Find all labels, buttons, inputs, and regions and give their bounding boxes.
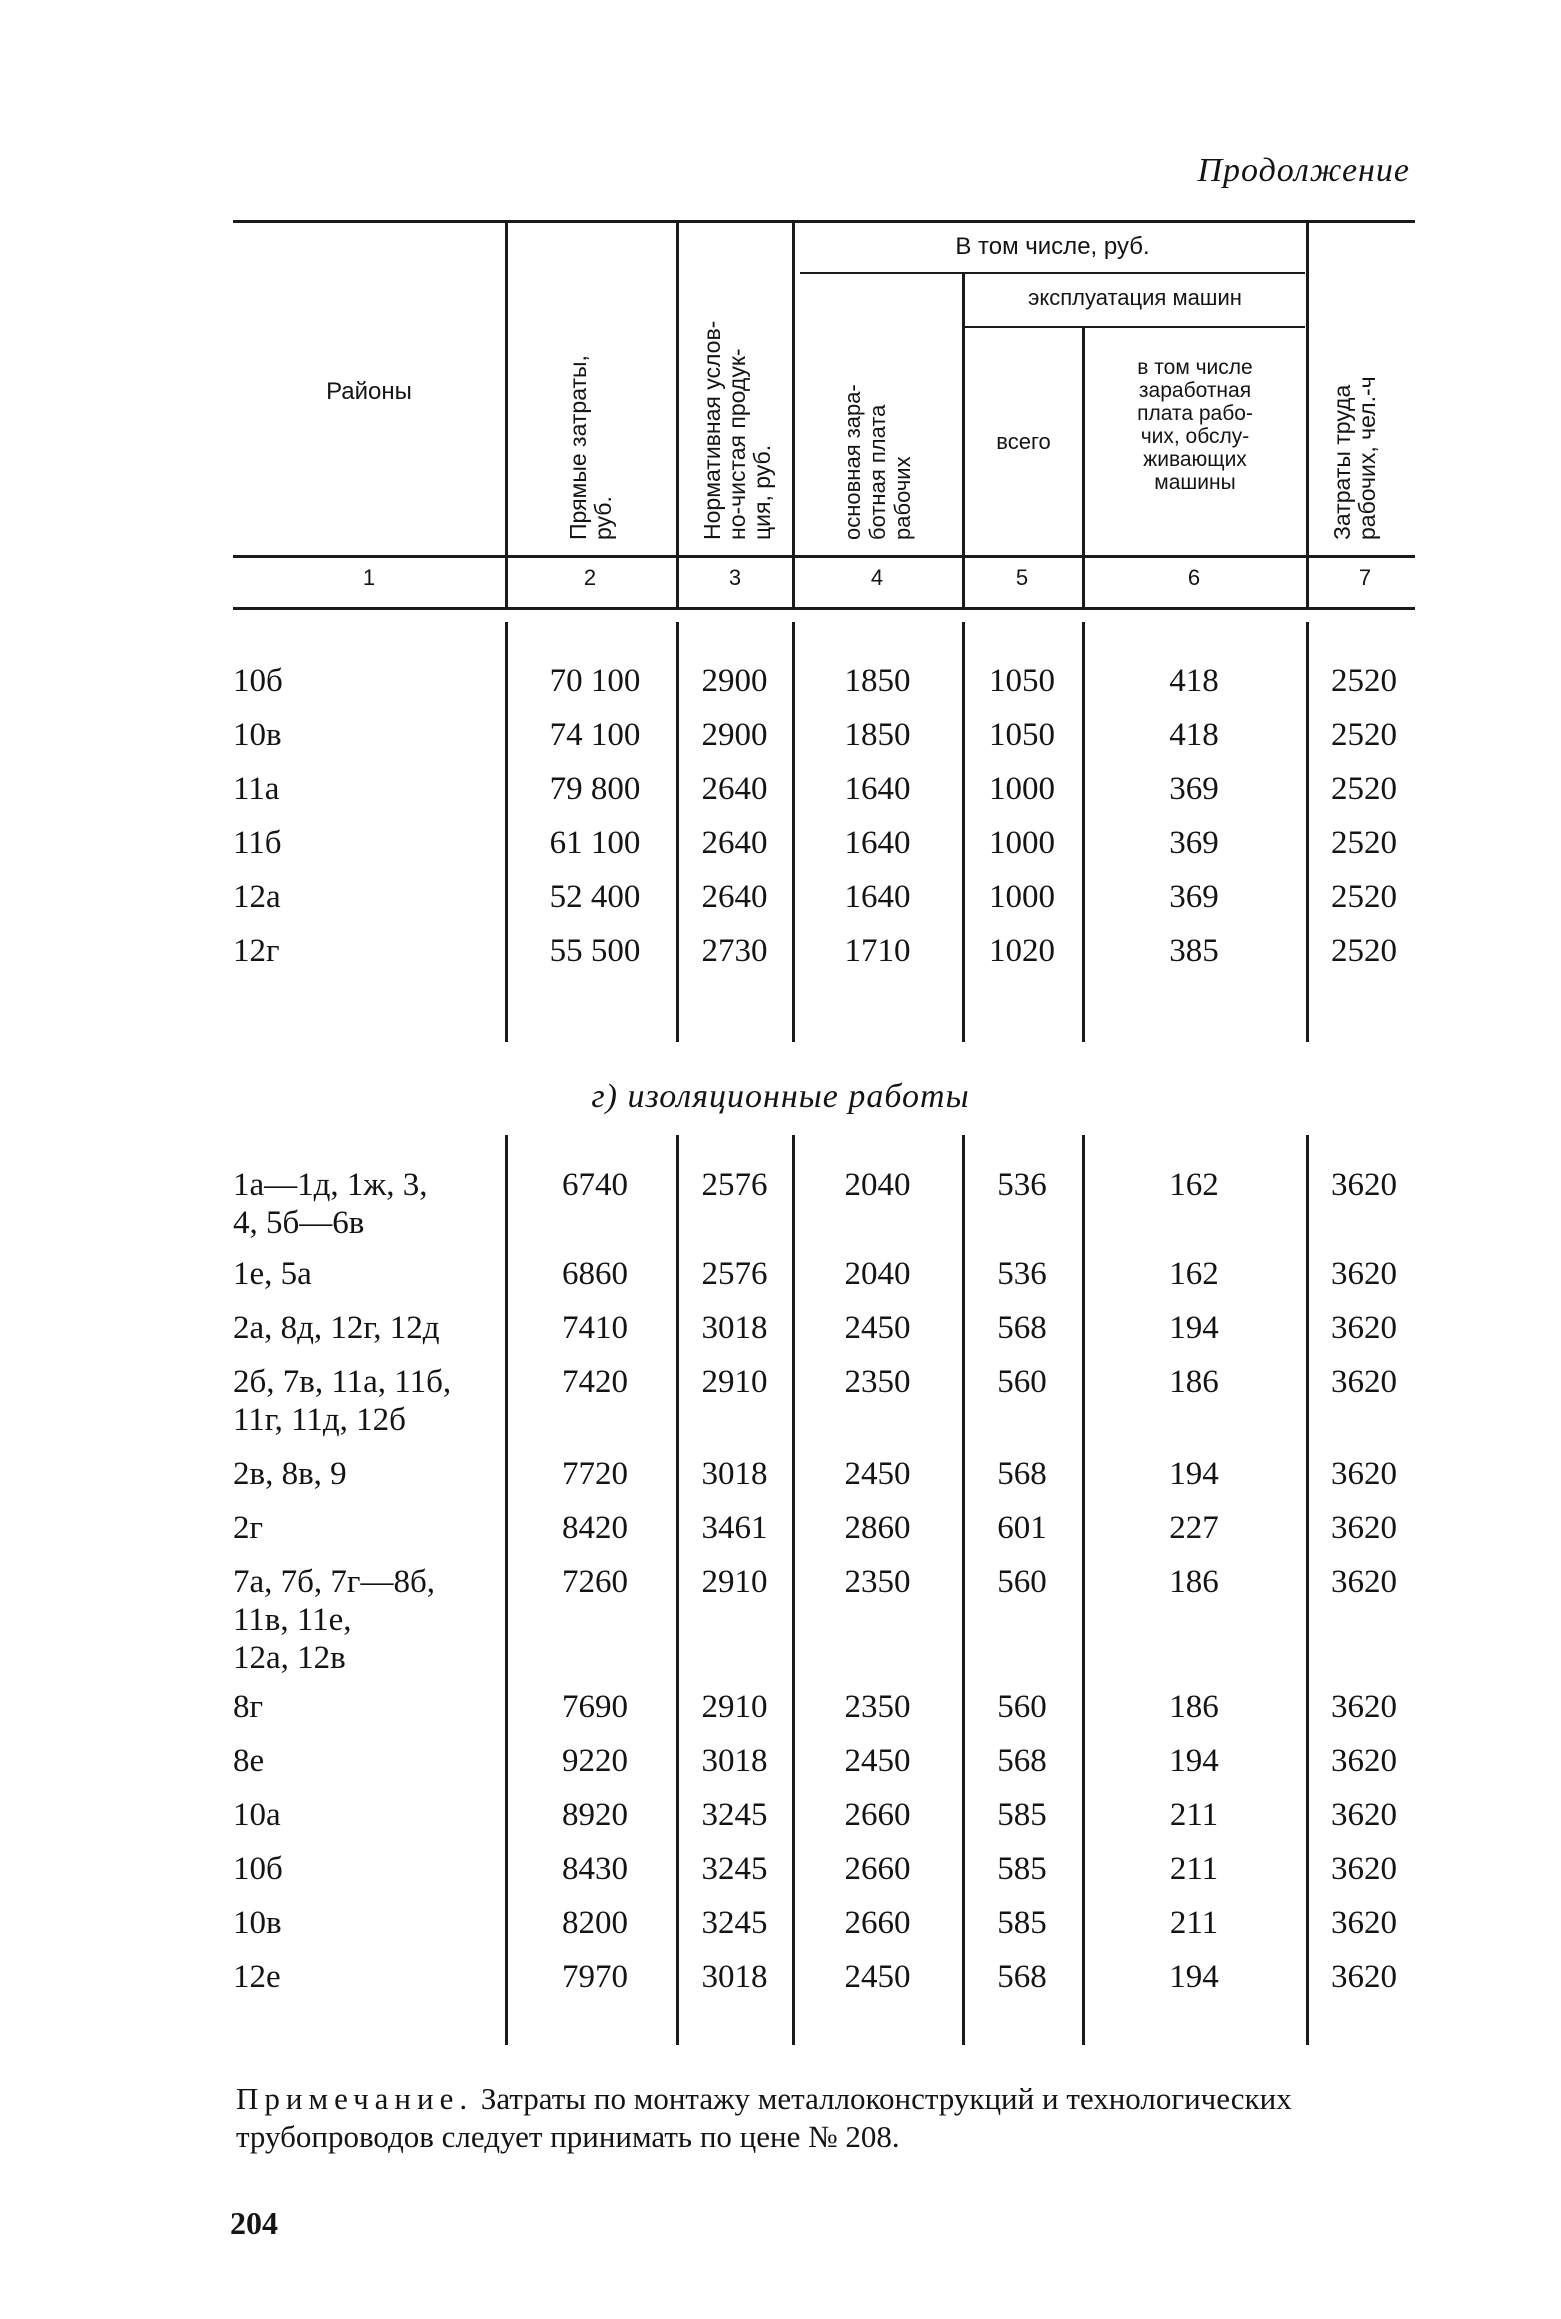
footnote-lead: Примечание.: [236, 2081, 474, 2116]
col-divider: [1082, 557, 1085, 607]
col-divider: [1306, 222, 1309, 555]
table-row: 10в 8200 3245 2660 585 211 3620: [233, 1905, 1397, 1941]
table-top-rule: [233, 220, 1415, 223]
col-divider: [1306, 557, 1309, 607]
column-number-2: 2: [583, 565, 597, 590]
table-row: 11б 61 100 2640 1640 1000 369 2520: [233, 825, 1397, 861]
table-row: 2г 8420 3461 2860 601 227 3620: [233, 1510, 1397, 1546]
col-divider: [676, 222, 679, 555]
col-divider: [676, 557, 679, 607]
table-row: 10б 70 100 2900 1850 1050 418 2520: [233, 663, 1397, 699]
col-divider: [1082, 326, 1085, 555]
numbers-bottom-rule: [233, 607, 1415, 610]
table-row: 10в 74 100 2900 1850 1050 418 2520: [233, 717, 1397, 753]
column-number-7: 7: [1358, 565, 1372, 590]
col-divider: [962, 557, 965, 607]
header-machines-group: эксплуатация машин: [1028, 285, 1242, 310]
table-row: 11а 79 800 2640 1640 1000 369 2520: [233, 771, 1397, 807]
table-row: 2а, 8д, 12г, 12д 7410 3018 2450 568 194 3620: [233, 1310, 1397, 1346]
column-number-1: 1: [362, 565, 376, 590]
table-row: 1а—1д, 1ж, 3, 4, 5б—6в 6740 2576 2040 536 162 3620: [233, 1167, 1397, 1241]
header-machines-total: всего: [996, 429, 1051, 454]
header-in-total-group: В том числе, руб.: [955, 233, 1150, 260]
table-row: 8е 9220 3018 2450 568 194 3620: [233, 1743, 1397, 1779]
table-row: 12е 7970 3018 2450 568 194 3620: [233, 1959, 1397, 1995]
table-row: 10б 8430 3245 2660 585 211 3620: [233, 1851, 1397, 1887]
table-row: 12г 55 500 2730 1710 1020 385 2520: [233, 933, 1397, 969]
footnote: [236, 2080, 1416, 2156]
section-title-insulation: г) изоляционные работы: [591, 1078, 970, 1115]
table-row: 1е, 5а 6860 2576 2040 536 162 3620: [233, 1256, 1397, 1292]
column-number-3: 3: [728, 565, 742, 590]
table-row: 2в, 8в, 9 7720 3018 2450 568 194 3620: [233, 1456, 1397, 1492]
continued-label: Продолжение: [1197, 152, 1410, 189]
header-direct-costs: Прямые затраты, руб.: [565, 355, 616, 540]
table-row: 8г 7690 2910 2350 560 186 3620: [233, 1689, 1397, 1725]
col-divider: [505, 557, 508, 607]
header-districts: Районы: [326, 378, 412, 405]
col-divider: [792, 222, 795, 555]
col-divider: [505, 222, 508, 555]
col-divider: [962, 274, 965, 555]
table-row: 7а, 7б, 7г—8б, 11в, 11е, 12а, 12в 7260 2910 2350 560 186 3620: [233, 1564, 1397, 1676]
footnote-text: Затраты по монтажу металлоконструкций и технологических трубопроводов следует принимать по цене № 208.: [236, 2081, 1292, 2154]
table-row: 2б, 7в, 11а, 11б, 11г, 11д, 12б 7420 2910 2350 560 186 3620: [233, 1364, 1397, 1438]
header-base-wage: основная зара- ботная плата рабочих: [840, 384, 915, 540]
header-normative-product: Нормативная услов- но-чистая продук- ция, руб.: [699, 320, 775, 540]
page-number: 204: [230, 2205, 278, 2241]
table-row: 12а 52 400 2640 1640 1000 369 2520: [233, 879, 1397, 915]
column-number-5: 5: [1015, 565, 1029, 590]
group-rule-in-total: [800, 272, 1305, 274]
header-labor-costs: Затраты труда рабочих, чел.-ч: [1329, 376, 1380, 540]
group-rule-machines: [965, 326, 1305, 328]
col-divider: [792, 557, 795, 607]
table-row: 10а 8920 3245 2660 585 211 3620: [233, 1797, 1397, 1833]
header-bottom-rule: [233, 555, 1415, 558]
column-number-6: 6: [1187, 565, 1201, 590]
header-machines-wage: в том числе заработная плата рабо- чих, обслу- живающих машины: [1137, 356, 1253, 494]
column-number-4: 4: [870, 565, 884, 590]
